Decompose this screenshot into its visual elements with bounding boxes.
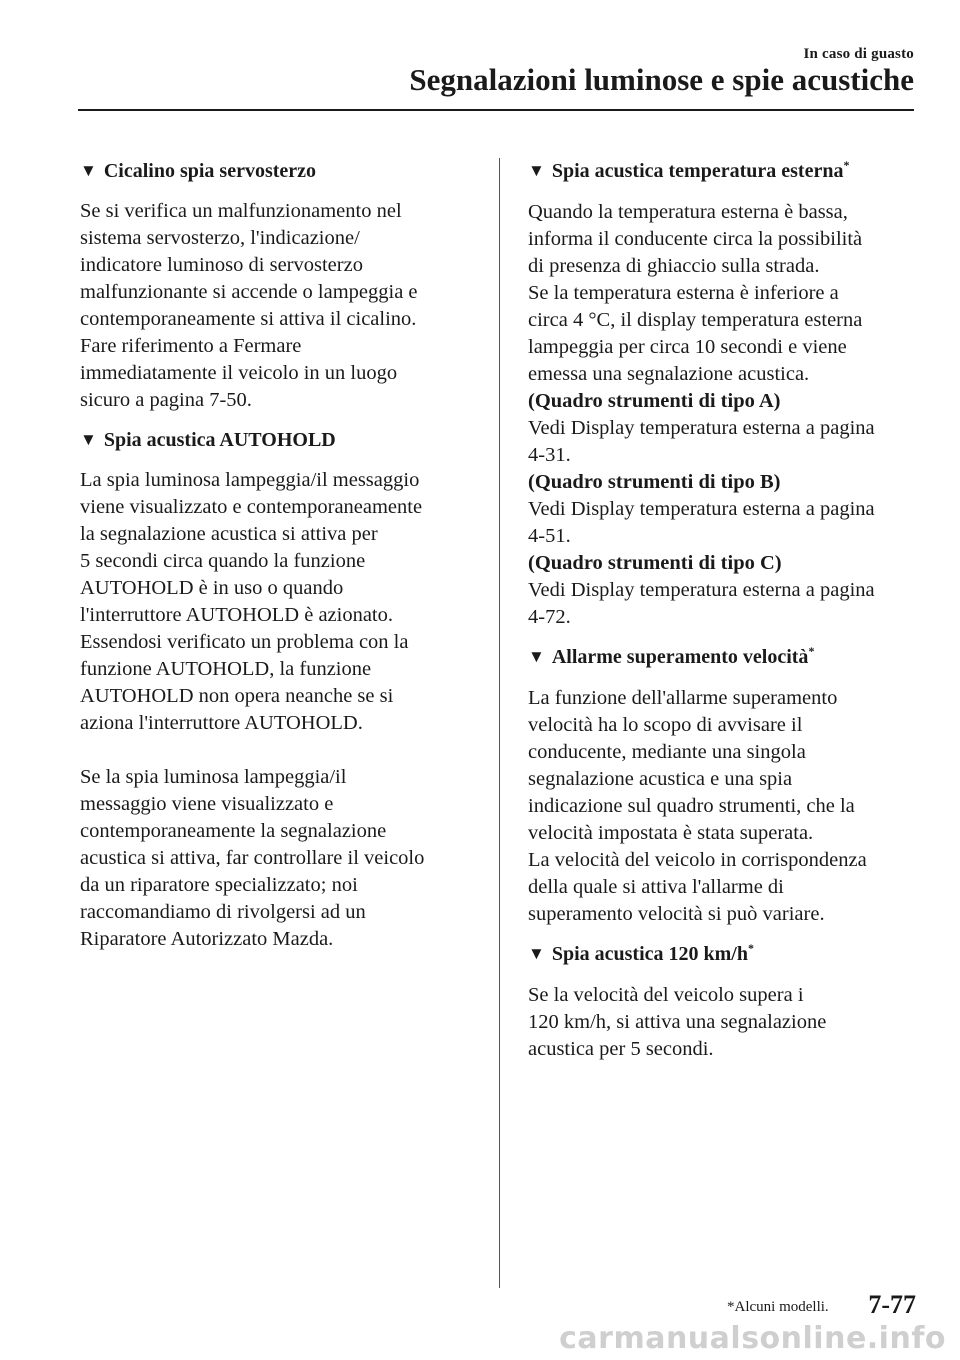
paragraph-velocita: La funzione dell'allarme superamento velocità ha lo scopo di avvisare il conducente, mediante una singola segnalazione acustica e una spia indicazione sul quadro strumenti, che la velocità impostata è stata superata. La velocità del veicolo in corrispondenza della quale si attiva l'allarme di superamento velocità si può variare.: [528, 687, 867, 925]
heading-text: Allarme superamento velocità: [551, 646, 809, 668]
page-title: Segnalazioni luminose e spie acustiche: [409, 62, 914, 97]
section-heading-120kmh: [528, 941, 923, 969]
left-column: [80, 158, 475, 953]
type-b-text: Vedi Display temperatura esterna a pagina 4-51.: [528, 498, 875, 547]
footnote-star: *: [808, 644, 815, 658]
footnote-star: *: [843, 158, 850, 172]
page-number: 7-77: [868, 1290, 916, 1319]
type-c-text: Vedi Display temperatura esterna a pagina 4-72.: [528, 579, 875, 628]
type-b-label: (Quadro strumenti di tipo B): [528, 471, 781, 493]
right-column: [528, 158, 923, 1063]
triangle-down-icon: ▼: [528, 647, 545, 666]
triangle-down-icon: ▼: [528, 161, 545, 180]
spacer: [80, 414, 475, 427]
heading-text: Spia acustica AUTOHOLD: [103, 429, 336, 451]
section-heading-velocita: [528, 644, 923, 672]
paragraph-autohold-2: Se la spia luminosa lampeggia/il messaggio viene visualizzato e contemporaneamente la segnalazione acustica si attiva, far controllare il veicolo da un riparatore specializzato; noi raccomandiamo di rivolgersi ad un Riparatore Autorizzato Mazda.: [80, 766, 425, 950]
triangle-down-icon: ▼: [80, 430, 97, 449]
type-a-label: (Quadro strumenti di tipo A): [528, 390, 781, 412]
header-rule: [78, 109, 914, 111]
column-divider: [499, 158, 500, 1288]
paragraph-temperatura: Quando la temperatura esterna è bassa, informa il conducente circa la possibilità di presenza di ghiaccio sulla strada. Se la temperatura esterna è inferiore a circa 4 °C, il display temperatura esterna lampeggia per circa 10 secondi e viene emessa una segnalazione acustica.: [528, 201, 863, 385]
spacer: [528, 631, 923, 644]
paragraph-120kmh: Se la velocità del veicolo supera i 120 km/h, si attiva una segnalazione acustica per 5 secondi.: [528, 984, 827, 1060]
footnote: *Alcuni modelli.: [727, 1299, 829, 1315]
triangle-down-icon: ▼: [80, 161, 97, 180]
triangle-down-icon: ▼: [528, 944, 545, 963]
section-heading-servosterzo: [80, 158, 475, 185]
section-heading-autohold: [80, 427, 475, 454]
paragraph-autohold-1: La spia luminosa lampeggia/il messaggio viene visualizzato e contemporaneamente la segnalazione acustica si attiva per 5 secondi circa quando la funzione AUTOHOLD è in uso o quando l'interruttore AUTOHOLD è azionato. Essendosi verificato un problema con la funzione AUTOHOLD, la funzione AUTOHOLD non opera neanche se si aziona l'interruttore AUTOHOLD.: [80, 469, 423, 734]
heading-text: Cicalino spia servosterzo: [103, 160, 317, 182]
spacer: [528, 928, 923, 941]
footnote-star: *: [747, 941, 754, 955]
type-a-text: Vedi Display temperatura esterna a pagina 4-31.: [528, 417, 875, 466]
heading-text: Spia acustica 120 km/h: [551, 943, 748, 965]
type-c-label: (Quadro strumenti di tipo C): [528, 552, 782, 574]
chapter-label: In caso di guasto: [803, 46, 914, 62]
heading-text: Spia acustica temperatura esterna: [551, 160, 844, 182]
spacer: [80, 737, 475, 764]
section-heading-temperatura: [528, 158, 923, 186]
watermark: carmanualsonline.info: [559, 1321, 946, 1356]
paragraph-servosterzo: Se si verifica un malfunzionamento nel sistema servosterzo, l'indicazione/ indicatore luminoso di servosterzo malfunzionante si accende o lampeggia e contemporaneamente si attiva il cicalino. Fare riferimento a Fermare immediatamente il veicolo in un luogo sicuro a pagina 7-50.: [80, 200, 418, 411]
